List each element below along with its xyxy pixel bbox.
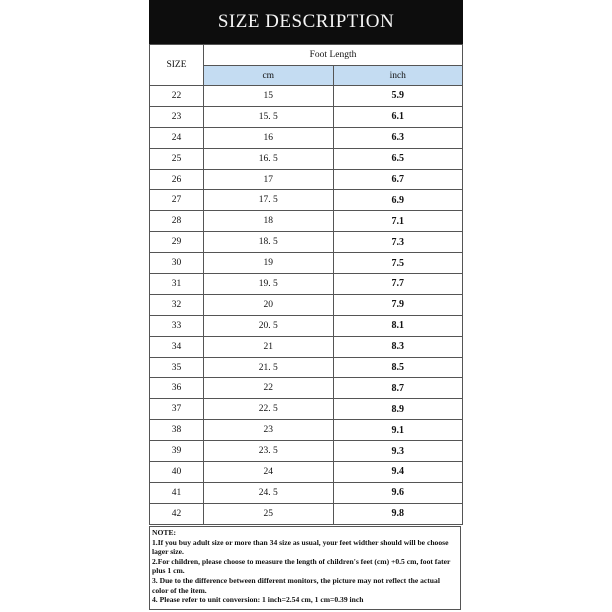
inch-cell: 6.9 [333,190,463,211]
cm-cell: 20. 5 [204,315,334,336]
table-row [150,253,463,274]
table-row [150,399,463,420]
cm-cell: 15 [204,86,334,107]
cm-cell: 23 [204,420,334,441]
inch-cell: 9.8 [333,503,463,524]
size-cell: 36 [150,378,204,399]
table-row [150,127,463,148]
table-row [150,190,463,211]
table-row [150,420,463,441]
inch-cell: 6.3 [333,127,463,148]
notes-heading: NOTE: [152,528,177,537]
inch-cell: 8.5 [333,357,463,378]
size-cell: 32 [150,294,204,315]
note-item: 2.For children, please choose to measure the length of children's feet (cm) +0.5 cm, foot fater plus 1 cm. [152,556,451,576]
table-row [150,148,463,169]
cm-cell: 23. 5 [204,441,334,462]
cm-cell: 21 [204,336,334,357]
cm-cell: 16 [204,127,334,148]
size-cell: 40 [150,462,204,483]
cm-cell: 16. 5 [204,148,334,169]
cm-cell: 19 [204,253,334,274]
cm-cell: 19. 5 [204,274,334,295]
table-row [150,169,463,190]
inch-cell: 7.9 [333,294,463,315]
foot-length-header: Foot Length [204,45,463,66]
size-cell: 22 [150,86,204,107]
cm-cell: 25 [204,503,334,524]
cm-column-header: cm [204,66,334,86]
inch-cell: 9.6 [333,482,463,503]
cm-cell: 15. 5 [204,106,334,127]
table-row [150,86,463,107]
table-row [150,294,463,315]
note-item: 1.If you buy adult size or more than 34 size as usual, your feet widther should will be choose lager size. [152,537,449,557]
size-cell: 33 [150,315,204,336]
cm-cell: 17. 5 [204,190,334,211]
size-cell: 41 [150,482,204,503]
cm-cell: 18. 5 [204,232,334,253]
size-table-body [150,86,463,525]
size-table [149,44,463,525]
inch-cell: 6.1 [333,106,463,127]
notes-box [149,526,461,610]
size-cell: 34 [150,336,204,357]
table-row [150,378,463,399]
table-row [150,106,463,127]
size-cell: 26 [150,169,204,190]
size-cell: 27 [150,190,204,211]
size-cell: 31 [150,274,204,295]
table-row [150,357,463,378]
size-chart [149,0,463,612]
table-row [150,315,463,336]
inch-cell: 9.4 [333,462,463,483]
inch-cell: 6.5 [333,148,463,169]
size-cell: 42 [150,503,204,524]
table-row [150,336,463,357]
cm-cell: 22. 5 [204,399,334,420]
note-item: 4. Please refer to unit conversion: 1 inch=2.54 cm, 1 cm=0.39 inch [152,595,364,605]
inch-cell: 5.9 [333,86,463,107]
chart-title: SIZE DESCRIPTION [149,0,463,44]
size-cell: 37 [150,399,204,420]
inch-cell: 9.1 [333,420,463,441]
inch-cell: 8.1 [333,315,463,336]
cm-cell: 24. 5 [204,482,334,503]
size-cell: 35 [150,357,204,378]
size-cell: 24 [150,127,204,148]
table-row [150,462,463,483]
size-cell: 29 [150,232,204,253]
size-cell: 30 [150,253,204,274]
inch-cell: 9.3 [333,441,463,462]
inch-cell: 8.7 [333,378,463,399]
cm-cell: 20 [204,294,334,315]
cm-cell: 18 [204,211,334,232]
inch-cell: 7.1 [333,211,463,232]
table-row [150,503,463,524]
size-cell: 28 [150,211,204,232]
size-cell: 38 [150,420,204,441]
table-row [150,482,463,503]
inch-cell: 7.5 [333,253,463,274]
inch-cell: 7.7 [333,274,463,295]
cm-cell: 22 [204,378,334,399]
inch-cell: 6.7 [333,169,463,190]
cm-cell: 24 [204,462,334,483]
size-cell: 39 [150,441,204,462]
size-cell: 23 [150,106,204,127]
note-item: 3. Due to the difference between different monitors, the picture may not reflect the actual color of the item. [152,575,440,595]
cm-cell: 17 [204,169,334,190]
size-column-header: SIZE [150,45,204,86]
table-row [150,211,463,232]
table-row [150,441,463,462]
table-row [150,274,463,295]
inch-cell: 8.3 [333,336,463,357]
table-row [150,232,463,253]
inch-column-header: inch [333,66,463,86]
cm-cell: 21. 5 [204,357,334,378]
size-cell: 25 [150,148,204,169]
inch-cell: 7.3 [333,232,463,253]
inch-cell: 8.9 [333,399,463,420]
